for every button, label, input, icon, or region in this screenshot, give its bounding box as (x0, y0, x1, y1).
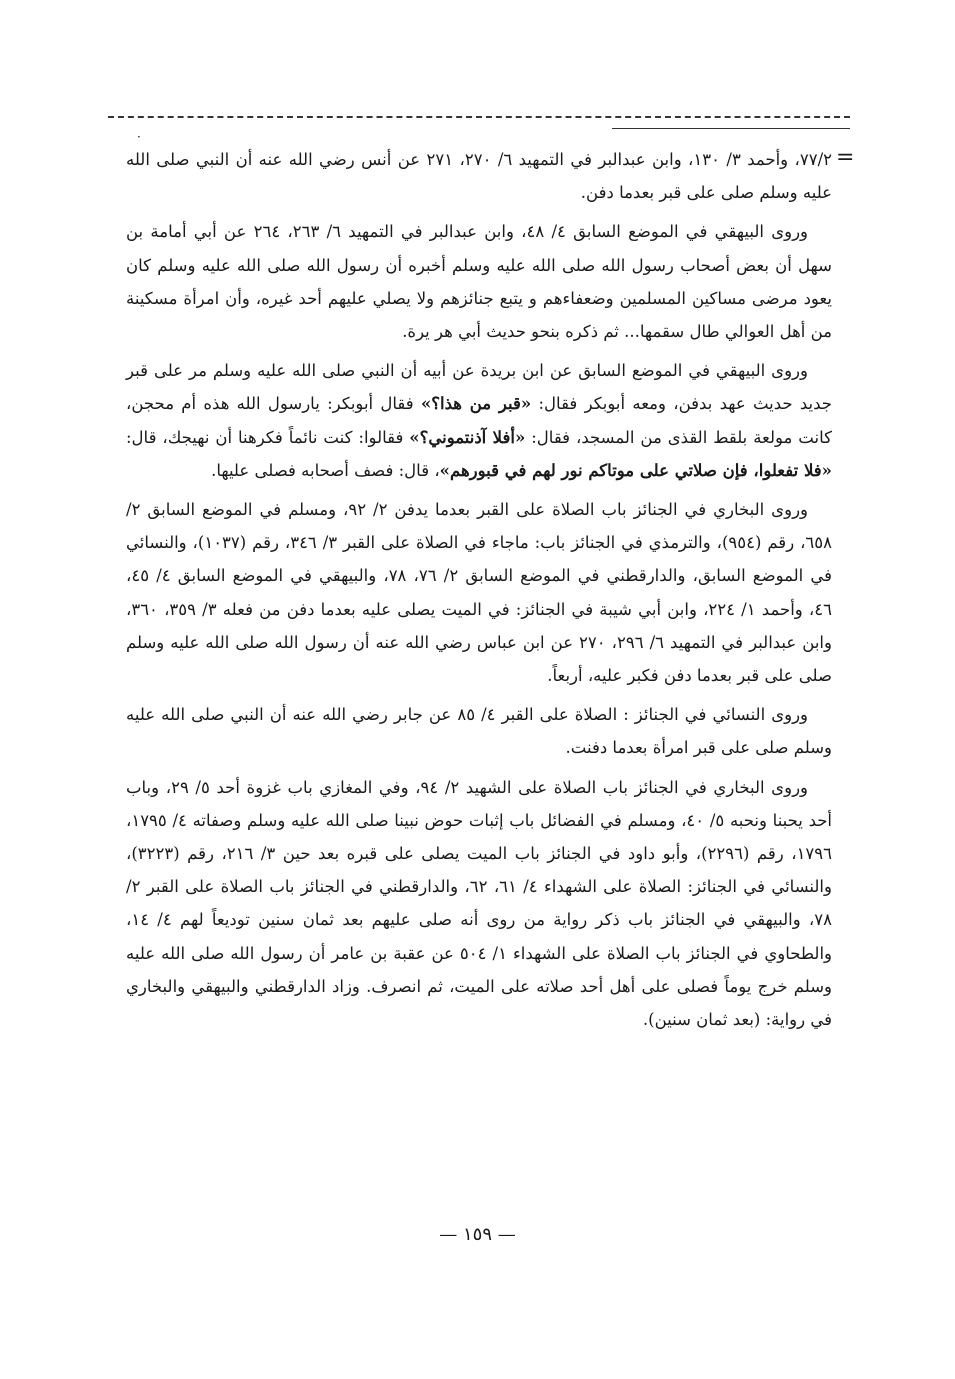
paragraph-2: وروى البيهقي في الموضع السابق ٤/ ٤٨، وابن عبدالبر في التمهيد ٦/ ٢٦٣، ٢٦٤ عن أبي أمامة بن سهل أن بعض أصحاب رسول الله صلى الله عليه وسلم أخبره أن رسول الله صلى الله عليه وسلم كان يعود مرضى مساكين المسلمين وضعفاءهم و يتبع جنائزهم ولا يصلي عليهم أحد غيره، وأن امرأة مسكينة من أهل العوالي طال سقمها... ثم ذكره بنحو حديث أبي هر يرة. (126, 222, 832, 342)
quote-2: «أفلا آذنتموني؟» (409, 427, 526, 447)
paragraph-3 (126, 354, 832, 487)
margin-dot: · (137, 130, 141, 144)
footnote-body (126, 143, 832, 1042)
paragraph-3-mid1: فقال أبوبكر: يارسول الله هذه أم محجن، كانت مولعة بلقط القذى من المسجد، فقال: (126, 394, 832, 447)
quote-1: «قبر من هذا؟» (420, 394, 532, 414)
paragraph-3-mid2: فقالوا: كنت نائماً فكرهنا أن نهيجك، قال: (126, 427, 410, 447)
paragraph-6: وروى البخاري في الجنائز باب الصلاة على الشهيد ٢/ ٩٤، وفي المغازي باب غزوة أحد ٥/ ٢٩، وباب أحد يحبنا ونحبه ٥/ ٤٠، ومسلم في الفضائل باب إثبات حوض نبينا صلى الله عليه وسلم وصفاته ٤/ ١٧٩٥، ١٧٩٦، رقم (٢٢٩٦)، وأبو داود في الجنائز باب الميت يصلى على قبره بعد حين ٣/ ٢١٦، رقم (٣٢٢٣)، والنسائي في الجنائز: الصلاة على الشهداء ٤/ ٦١، ٦٢، والدارقطني في الجنائز باب الصلاة على القبر ٢/ ٧٨، والبيهقي في الجنائز باب ذكر رواية من روى أنه صلى عليهم بعد ثمان سنين توديعاً لهم ٤/ ١٤، والطحاوي في الجنائز باب الصلاة على الشهداء ١/ ٥٠٤ عن عقبة بن عامر أن رسول الله صلى الله عليه وسلم خرج يوماً فصلى على أهل أحد صلاته على الميت، ثم انصرف. وزاد الدارقطني والبيهقي والبخاري في رواية: (بعد ثمان سنين). (126, 777, 833, 1030)
continuation-mark: = (836, 145, 855, 170)
paragraph-4: وروى البخاري في الجنائز باب الصلاة على القبر بعدما يدفن ٢/ ٩٢، ومسلم في الموضع السابق ٢/ ٦٥٨، رقم (٩٥٤)، والترمذي في الجنائز باب: ماجاء في الصلاة على القبر ٣/ ٣٤٦، رقم (١٠٣٧)، والنسائي في الموضع السابق، والدارقطني في الموضع السابق ٢/ ٧٦، ٧٨، والبيهقي في الموضع السابق ٤/ ٤٥، ٤٦، وأحمد ١/ ٢٢٤، وابن أبي شيبة في الجنائز: في الميت يصلى عليه بعدما دفن من فعله ٣/ ٣٥٩، ٣٦٠، وابن عبدالبر في التمهيد ٦/ ٢٩٦، ٢٧٠ عن ابن عباس رضي الله عنه أن رسول الله صلى الله عليه وسلم صلى على قبر بعدما دفن فكبر عليه، أربعاً. (126, 500, 833, 686)
quote-3: «فلا تفعلوا، فإن صلاتي على موتاكم نور لهم في قبورهم» (439, 460, 832, 480)
paragraph-3-post: ، قال: فصف أصحابه فصلى عليها. (211, 460, 440, 480)
footnote-separator-rule (612, 128, 850, 129)
paragraph-5: وروى النسائي في الجنائز : الصلاة على القبر ٤/ ٨٥ عن جابر رضي الله عنه أن النبي صلى الله عليه وسلم صلى على قبر امرأة بعدما دفنت. (126, 705, 832, 758)
paragraph-1: ٧٧/٢، وأحمد ٣/ ١٣٠، وابن عبدالبر في التمهيد ٦/ ٢٧٠، ٢٧١ عن أنس رضي الله عنه أن النبي صلى الله عليه وسلم صلى على قبر بعدما دفن. (126, 150, 833, 203)
top-dashed-rule (108, 116, 850, 118)
paragraph-3-pre: وروى البيهقي في الموضع السابق عن ابن بريدة عن أبيه أن النبي صلى الله عليه وسلم مر على قبر جديد حديث عهد بدفن، ومعه أبوبكر فقال: (126, 361, 833, 414)
page-number: — ١٥٩ — (439, 1224, 516, 1245)
